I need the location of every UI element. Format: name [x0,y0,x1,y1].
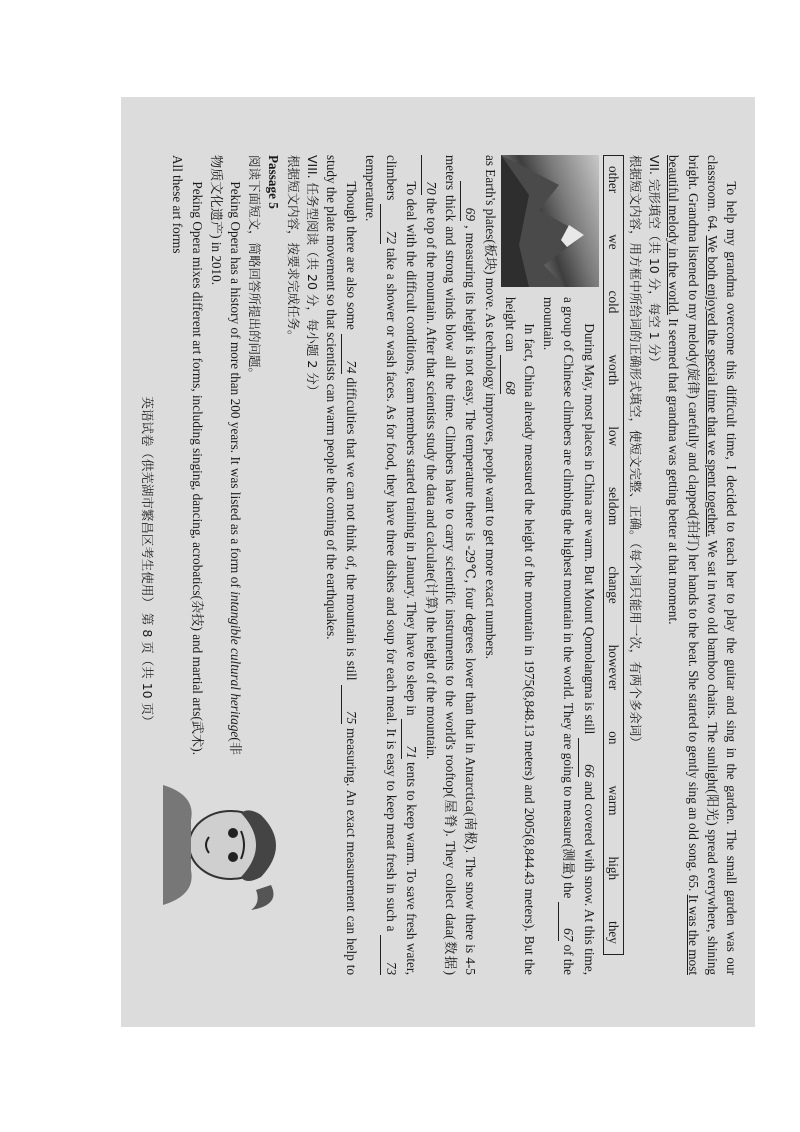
word: high [605,856,621,881]
section8-heading: VIII. 任务型阅读（共 20 分，每小题 2 分） [304,155,320,398]
word: low [605,426,621,447]
story-paragraph [664,155,741,975]
blank-70[interactable]: 70 [421,155,441,195]
text: of the mountain. [541,297,577,975]
word: cold [605,290,621,314]
section8-instruction: 根据短文内容，按要求完成任务。 [285,155,301,343]
blank-68[interactable]: 68 [500,355,520,395]
section7-instruction: 根据短文内容，用方框中所给词的正确形式填空，使短文完整、正确。（每个词只能用一次，有两个多余词） [627,155,643,749]
scanned-photo [121,97,755,1027]
word: warm [605,785,621,816]
text: In fact, China already measured the height of the mountain in 1975(8,848.13 meters) and 2005(8,844.43 meters). But the height can [502,297,537,975]
opera-para-1 [207,155,245,755]
blank-74[interactable]: 74 [341,334,361,374]
italic-term: intangible cultural heritage [227,591,243,738]
text: Peking Opera mixes different art forms, including singing, dancing, acrobatics(杂技) and martial arts(武术). All these art forms [170,155,205,755]
text: , measuring its height is not easy. The temperature there is -29℃, four degrees lower than that in Antarctica(南极). The snow there is 4-5 meters thick and strong winds blow all the time. Climbers have to carry scientific instruments to the world's rooftop(屋脊). They collect data(数据) [443,155,479,976]
mountain-row [500,155,599,975]
mountain-photo [501,155,599,287]
word: we [605,234,621,250]
passage-label: Passage 5 [266,155,282,209]
text: Peking Opera has a history of more than 200 years. It was listed as a form of [227,181,243,588]
text: as Earth's plates(板块) move. As technology improves, people want to get more exact numbers. [482,155,498,660]
story-text-2: We sat in two old bamboo chairs. The sunlight(阳光) spread everywhere, shining bright. Grandma listened to my melody(旋律) carefully and clapped(拍打) her hands to the beat. She started to gently sing an old song. 65. [685,155,720,976]
blank-69[interactable]: 69 [460,181,480,221]
text: During May, most places in China are warm. But Mount Qomolangma is still [581,323,597,735]
blank-66[interactable]: 66 [578,738,598,778]
cloze-para-2-cont [480,155,499,975]
word: on [605,731,621,745]
blank-72[interactable]: 72 [380,204,400,244]
cloze-para-4 [322,155,361,975]
text: temperature. [363,155,379,222]
passage-instruction: 阅读下面短文，简略回答所提出的问题。 [247,155,263,381]
cloze-para-3 [361,155,421,975]
cloze-para-1 [539,297,599,975]
word-box [603,155,624,955]
word: worth [605,354,621,386]
page-footer: 英语试卷（供芜湖市繁昌区考生使用） 第 8 页（共 10 页） [140,396,155,728]
word: change [605,566,621,604]
underlined-sentence-64: We both enjoyed the special time that we spent together. [704,235,720,537]
text: Though there are also some [344,181,360,330]
text: (非物质文化遗产) in 2010. [208,155,243,755]
text: To deal with the difficult conditions, team members started training in January. They have to sleep in [403,181,419,716]
text: the top of the mountain. After that scientists study the data and calculate(计算) the height of the mountain. [423,197,439,760]
blank-71[interactable]: 71 [401,719,421,759]
peking-opera-illustration [163,765,291,915]
text: measuring. An exact measurement can help to study the plate movement so that scientists can warm people the coming of the earthquakes. [323,155,360,976]
cloze-text-top [500,297,599,975]
word: other [605,166,621,194]
blank-75[interactable]: 75 [341,685,361,725]
word: they [605,921,621,944]
cloze-para-2 [500,297,539,975]
text: take a shower or wash faces. As for food, they have three dishes and soup for each meal. It is easy to keep meat fresh in such a [383,247,399,932]
text: and covered with snow. At this time, a group of Chinese climbers are climbing the highest mountain in the world. They are going to measure(测量) the [561,297,597,975]
rotated-exam-page [121,97,755,1027]
blank-67[interactable]: 67 [558,902,578,942]
word: however [605,644,621,691]
story-text-3: It seemed that grandma was getting better at that moment. [666,318,682,625]
story-text-1: To help my grandma overcome this difficult time, I decided to teach her to play the guitar and sing in the garden. The small garden was our classroom. 64. [704,155,739,975]
text: difficulties that we can not think of, the mountain is still [344,377,360,681]
section7-heading: VII. 完形填空（共 10 分，每空 1 分） [647,155,663,369]
underlined-sentence-65: It was the most beautiful melody in the world. [666,155,701,975]
word: seldom [605,487,621,526]
opera-para-2 [168,155,206,755]
cloze-para-b69 [421,155,481,975]
text: tents to keep warm. To save fresh water, climbers [383,155,419,976]
blank-73[interactable]: 73 [380,935,400,975]
